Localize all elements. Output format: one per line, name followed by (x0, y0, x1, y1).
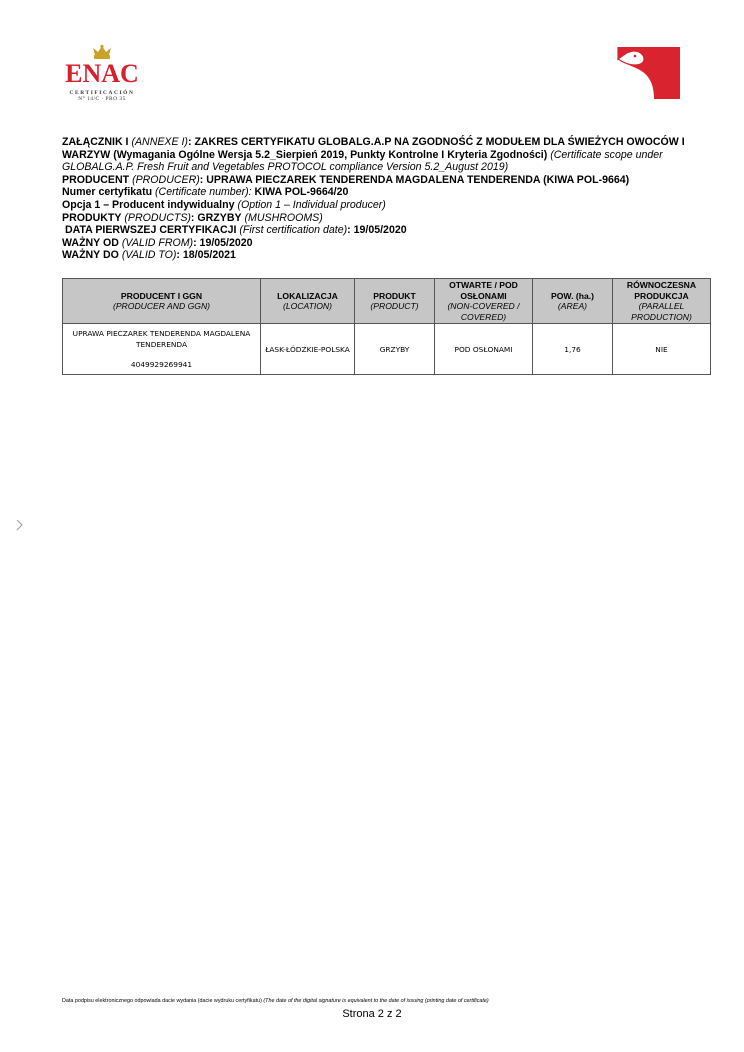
col-header-product: PRODUKT (PRODUCT) (355, 279, 435, 324)
valid-from-line (62, 237, 712, 250)
valid-to-label: WAŻNY DO (62, 249, 119, 262)
cert-number-label-en: (Certificate number): (155, 186, 252, 199)
producer-label: PRODUCENT (62, 173, 130, 186)
cert-number-line (62, 186, 712, 199)
products-value: : GRZYBY (190, 211, 242, 224)
enac-subtitle: CERTIFICACIÓN (69, 90, 135, 96)
scope-title: : ZAKRES CERTYFIKATU GLOBALG.A.P NA ZGODNOŚĆ Z MODUŁEM DLA ŚWIEŻYCH OWOCÓW I WARZYW (Wymagania Ogólne Wersja 5.2_Sierpień 2019, Punkty Kontrolne I Kryteria Zgodności) (62, 136, 685, 161)
valid-from-value: : 19/05/2020 (193, 236, 253, 249)
table-header-row (63, 279, 711, 324)
col-header-location: LOKALIZACJA (LOCATION) (261, 279, 355, 324)
producer-label-en: (PRODUCER) (132, 173, 200, 186)
enac-caption (60, 90, 144, 102)
cert-number-value: KIWA POL-9664/20 (254, 186, 349, 199)
producer-name: UPRAWA PIECZAREK TENDERENDA MAGDALENA TENDERENDA (72, 329, 251, 349)
cell-product: GRZYBY (355, 324, 435, 375)
option-label-en: (Option 1 – Individual producer) (237, 198, 386, 211)
cell-covered: POD OSŁONAMI (435, 324, 533, 375)
cell-location: ŁASK-ŁÓDZKIE-POLSKA (261, 324, 355, 375)
enac-wordmark: ENAC (65, 59, 139, 88)
first-cert-label: DATA PIERWSZEJ CERTYFIKACJI (64, 224, 237, 237)
option-line (62, 199, 712, 212)
valid-to-label-en: (VALID TO) (121, 249, 177, 262)
certificate-header (62, 136, 712, 262)
page-number: Strona 2 z 2 (342, 1008, 402, 1020)
valid-to-line (62, 249, 712, 262)
cert-number-label: Numer certyfikatu (62, 186, 153, 199)
annex-label: ZAŁĄCZNIK I (62, 136, 129, 148)
col-header-covered: OTWARTE / POD OSŁONAMI (NON-COVERED / COVERED) (435, 279, 533, 324)
valid-from-label: WAŻNY OD (62, 236, 119, 249)
signature-note-pl: Data podpisu elektronicznego odpowiada dacie wydania (dacie wydruku certyfikatu) (62, 998, 262, 1004)
scope-table (62, 278, 711, 375)
cell-area: 1,76 (533, 324, 613, 375)
first-cert-value: : 19/05/2020 (347, 224, 407, 237)
kiwa-logo (614, 45, 684, 101)
signature-note (62, 998, 702, 1004)
first-cert-line (62, 224, 712, 237)
option-label: Opcja 1 – Producent indywidualny (62, 198, 235, 211)
table-row (63, 324, 711, 375)
signature-note-en: (The date of the digital signature is equivalent to the date of issuing (printing date of certificate) (263, 998, 489, 1004)
annex-label-en: (ANNEXE I) (131, 136, 188, 148)
ggn-number: 4049929269941 (130, 360, 193, 369)
products-label-en: (PRODUCTS) (124, 211, 191, 224)
products-value-en: (MUSHROOMS) (244, 211, 323, 224)
producer-line (62, 174, 712, 187)
col-header-area: POW. (ha.) (AREA) (533, 279, 613, 324)
col-header-parallel: RÓWNOCZESNA PRODUKCJA (PARALLEL PRODUCTION) (613, 279, 711, 324)
valid-from-label-en: (VALID FROM) (121, 236, 194, 249)
products-label: PRODUKTY (62, 211, 122, 224)
products-line (62, 212, 712, 225)
valid-to-value: : 18/05/2021 (176, 249, 236, 262)
cell-producer (63, 324, 261, 375)
chevron-right-icon[interactable] (14, 518, 24, 532)
first-cert-label-en: (First certification date) (239, 224, 348, 237)
cell-parallel: NIE (613, 324, 711, 375)
enac-number: N° 14/C · PRO 35 (78, 96, 126, 102)
col-header-producer: PRODUCENT I GGN (PRODUCER AND GGN) (63, 279, 261, 324)
producer-value: : UPRAWA PIECZAREK TENDERENDA MAGDALENA TENDERENDA (KIWA POL-9664) (199, 173, 630, 186)
scope-title-en: (Certificate scope under GLOBALG.A.P. Fresh Fruit and Vegetables PROTOCOL compliance Version 5.2_August 2019) (62, 148, 663, 174)
scope-line (62, 136, 712, 174)
